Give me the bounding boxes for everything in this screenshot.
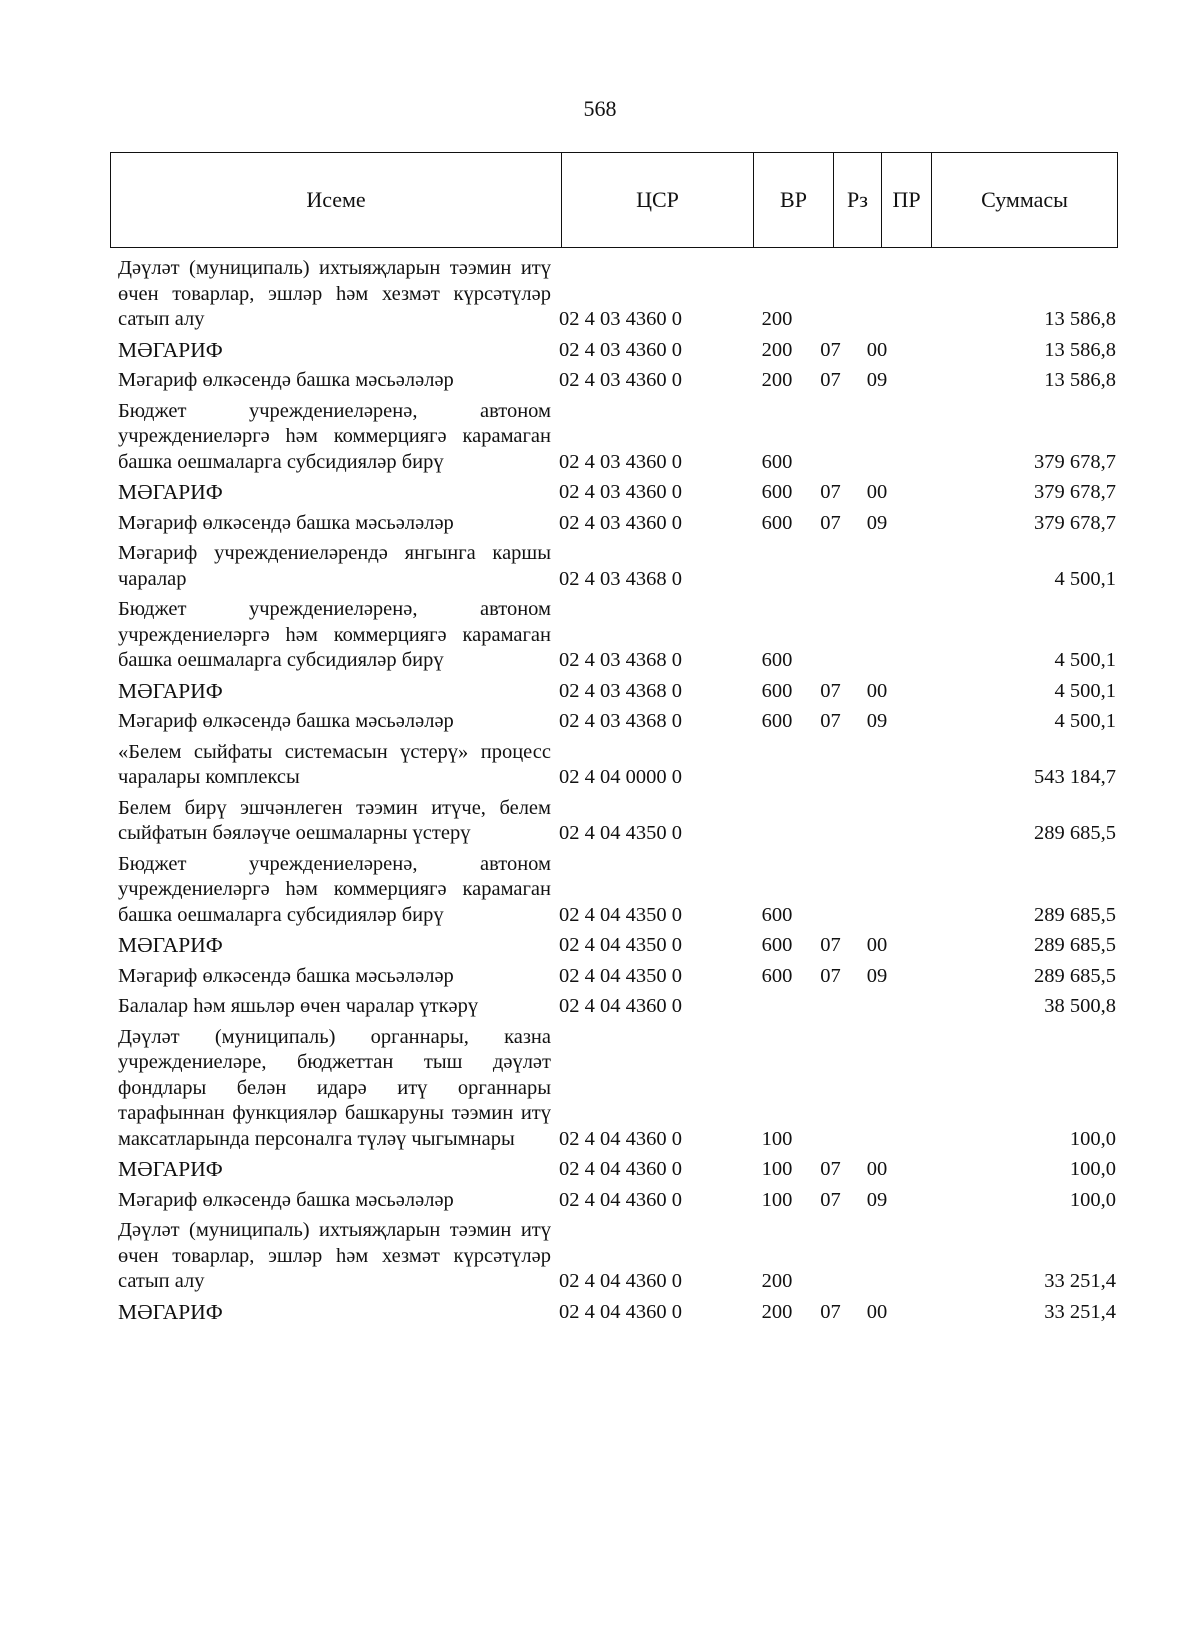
- cell-name: МӘГАРИФ: [118, 480, 223, 504]
- cell-pr: 00: [866, 338, 888, 361]
- cell-csr: 02 4 03 4368 0: [559, 679, 682, 702]
- cell-name: Мәгариф учреждениеләрендә янгынга каршы чаралар: [118, 542, 551, 590]
- cell-name: Дәүләт (муниципаль) ихтыяҗларын тәэмин итү өчен товарлар, эшләр һәм хезмәт күрсәтүләр сатып алу: [118, 1219, 551, 1292]
- header-vr: ВР: [754, 153, 834, 247]
- cell-csr: 02 4 04 4360 0: [559, 1158, 682, 1180]
- cell-csr: 02 4 03 4368 0: [559, 649, 682, 671]
- cell-name: Бюджет учреждениеләренә, автоном учреждениеләргә һәм коммерциягә карамаган башка оешмаларга субсидияләр бирү: [118, 852, 551, 926]
- header-sum: Суммасы: [981, 187, 1068, 212]
- cell-sum: 13 586,8: [1044, 338, 1116, 361]
- cell-sum: 4 500,1: [1054, 649, 1116, 671]
- cell-csr: 02 4 03 4360 0: [559, 338, 682, 361]
- cell-vr: 600: [761, 679, 793, 702]
- cell-rz: 07: [820, 369, 841, 391]
- cell-name: Бюджет учреждениеләренә, автоном учреждениеләргә һәм коммерциягә карамаган башка оешмаларга субсидияләр бирү: [118, 598, 551, 671]
- table-row: [118, 994, 1116, 1020]
- cell-vr: 600: [761, 964, 793, 987]
- cell-sum: 100,0: [1069, 1188, 1116, 1211]
- cell-csr: 02 4 03 4360 0: [559, 511, 682, 534]
- cell-name: Дәүләт (муниципаль) органнары, казна учреждениеләре, бюджеттан тыш дәүләт фондлары белән идарә итү органнары тарафыннан функцияләр башкаруны тәэмин итү максатларында персоналга түләү чыгымнары: [118, 1025, 551, 1150]
- cell-sum: 543 184,7: [1034, 766, 1116, 788]
- table-row: [118, 338, 1116, 364]
- table-row: [118, 964, 1116, 990]
- cell-rz: 07: [820, 1158, 841, 1180]
- cell-csr: 02 4 04 4350 0: [559, 934, 682, 956]
- cell-csr: 02 4 04 4350 0: [559, 964, 682, 987]
- cell-csr: 02 4 04 4350 0: [559, 822, 682, 844]
- cell-sum: 33 251,4: [1044, 1270, 1116, 1292]
- cell-rz: 07: [820, 481, 841, 503]
- table-row: [118, 1025, 1116, 1153]
- cell-name: Мәгариф өлкәсендә башка мәсьәләләр: [118, 964, 454, 987]
- cell-sum: 33 251,4: [1044, 1300, 1116, 1323]
- cell-name: Дәүләт (муниципаль) ихтыяҗларын тәэмин итү өчен товарлар, эшләр һәм хезмәт күрсәтүләр сатып алу: [118, 257, 551, 330]
- cell-sum: 289 685,5: [1034, 964, 1116, 987]
- cell-csr: 02 4 03 4368 0: [559, 567, 682, 590]
- cell-name: Мәгариф өлкәсендә башка мәсьәләләр: [118, 1188, 454, 1211]
- cell-vr: 100: [761, 1158, 793, 1180]
- header-pr: ПР: [882, 153, 932, 247]
- page-number: 568: [583, 96, 617, 121]
- table-row: [118, 541, 1116, 592]
- cell-csr: 02 4 03 4360 0: [559, 308, 682, 330]
- cell-sum: 38 500,8: [1044, 995, 1116, 1017]
- cell-name: МӘГАРИФ: [118, 678, 223, 703]
- cell-sum: 4 500,1: [1054, 567, 1116, 590]
- cell-csr: 02 4 04 4350 0: [559, 903, 682, 926]
- cell-sum: 289 685,5: [1034, 903, 1116, 926]
- cell-name: МӘГАРИФ: [118, 1157, 223, 1181]
- table-row: [118, 1157, 1116, 1183]
- cell-pr: 00: [866, 679, 888, 702]
- cell-csr: 02 4 03 4360 0: [559, 369, 682, 391]
- cell-sum: 379 678,7: [1034, 450, 1116, 473]
- cell-pr: 00: [866, 1300, 888, 1323]
- cell-vr: 600: [761, 450, 793, 473]
- cell-pr: 09: [866, 511, 888, 534]
- cell-vr: 200: [761, 338, 793, 361]
- cell-vr: 100: [761, 1188, 793, 1211]
- cell-vr: 100: [761, 1127, 793, 1150]
- cell-name: Бюджет учреждениеләренә, автоном учреждениеләргә һәм коммерциягә карамаган башка оешмаларга субсидияләр бирү: [118, 399, 551, 473]
- cell-csr: 02 4 04 4360 0: [559, 1300, 682, 1323]
- cell-pr: 00: [866, 481, 888, 503]
- cell-csr: 02 4 04 0000 0: [559, 766, 682, 788]
- cell-pr: 09: [866, 964, 888, 987]
- cell-name: Мәгариф өлкәсендә башка мәсьәләләр: [118, 511, 454, 534]
- cell-csr: 02 4 03 4360 0: [559, 481, 682, 503]
- cell-sum: 13 586,8: [1044, 369, 1116, 391]
- header-name: Исеме: [111, 153, 562, 247]
- table-header: [110, 152, 1118, 248]
- cell-sum: 289 685,5: [1034, 822, 1116, 844]
- table-body: [118, 256, 1116, 1330]
- cell-name: Белем бирү эшчәнлеген тәэмин итүче, белем сыйфатын бәяләүче оешмаларны үстерү: [118, 796, 551, 844]
- cell-pr: 09: [866, 369, 888, 391]
- table-row: [118, 1300, 1116, 1326]
- table-row: [118, 256, 1116, 333]
- cell-vr: 200: [761, 308, 793, 330]
- cell-name: МӘГАРИФ: [118, 337, 223, 362]
- cell-sum: 100,0: [1069, 1127, 1116, 1150]
- cell-rz: 07: [820, 964, 841, 987]
- cell-name: Мәгариф өлкәсендә башка мәсьәләләр: [118, 710, 454, 732]
- table-row: [118, 679, 1116, 705]
- cell-rz: 07: [820, 511, 841, 534]
- cell-name: «Белем сыйфаты системасын үстерү» процесс чаралары комплексы: [118, 740, 551, 788]
- cell-vr: 600: [761, 903, 793, 926]
- table-row: [118, 597, 1116, 674]
- table-row: [118, 368, 1116, 394]
- cell-rz: 07: [820, 338, 841, 361]
- header-rz: Рз: [834, 153, 882, 247]
- cell-pr: 09: [866, 1188, 888, 1211]
- cell-rz: 07: [820, 679, 841, 702]
- table-row: [118, 1218, 1116, 1295]
- cell-rz: 07: [820, 710, 841, 732]
- table-row: [118, 480, 1116, 506]
- cell-vr: 600: [761, 710, 793, 732]
- cell-vr: 200: [761, 1270, 793, 1292]
- cell-sum: 100,0: [1069, 1158, 1116, 1180]
- cell-csr: 02 4 04 4360 0: [559, 1127, 682, 1150]
- cell-name: Мәгариф өлкәсендә башка мәсьәләләр: [118, 369, 454, 391]
- cell-csr: 02 4 04 4360 0: [559, 1270, 682, 1292]
- cell-pr: 09: [866, 710, 888, 732]
- cell-sum: 4 500,1: [1054, 710, 1116, 732]
- cell-csr: 02 4 04 4360 0: [559, 995, 682, 1017]
- table-row: [118, 399, 1116, 476]
- cell-sum: 379 678,7: [1034, 511, 1116, 534]
- cell-vr: 200: [761, 369, 793, 391]
- cell-name: МӘГАРИФ: [118, 933, 223, 957]
- cell-sum: 379 678,7: [1034, 481, 1116, 503]
- cell-rz: 07: [820, 1188, 841, 1211]
- header-csr: ЦСР: [562, 153, 754, 247]
- cell-pr: 00: [866, 1158, 888, 1180]
- cell-pr: 00: [866, 934, 888, 956]
- cell-name: МӘГАРИФ: [118, 1299, 223, 1324]
- cell-vr: 600: [761, 481, 793, 503]
- cell-vr: 600: [761, 649, 793, 671]
- cell-csr: 02 4 03 4360 0: [559, 450, 682, 473]
- cell-vr: 600: [761, 511, 793, 534]
- cell-csr: 02 4 03 4368 0: [559, 710, 682, 732]
- table-row: [118, 740, 1116, 791]
- cell-csr: 02 4 04 4360 0: [559, 1188, 682, 1211]
- cell-sum: 13 586,8: [1044, 308, 1116, 330]
- cell-vr: 200: [761, 1300, 793, 1323]
- table-row: [118, 796, 1116, 847]
- cell-rz: 07: [820, 1300, 841, 1323]
- table-row: [118, 709, 1116, 735]
- table-row: [118, 1188, 1116, 1214]
- cell-name: Балалар һәм яшьләр өчен чаралар үткәрү: [118, 995, 479, 1017]
- cell-vr: 600: [761, 934, 793, 956]
- cell-rz: 07: [820, 934, 841, 956]
- table-row: [118, 511, 1116, 537]
- cell-sum: 289 685,5: [1034, 934, 1116, 956]
- table-row: [118, 852, 1116, 929]
- table-row: [118, 933, 1116, 959]
- cell-sum: 4 500,1: [1054, 679, 1116, 702]
